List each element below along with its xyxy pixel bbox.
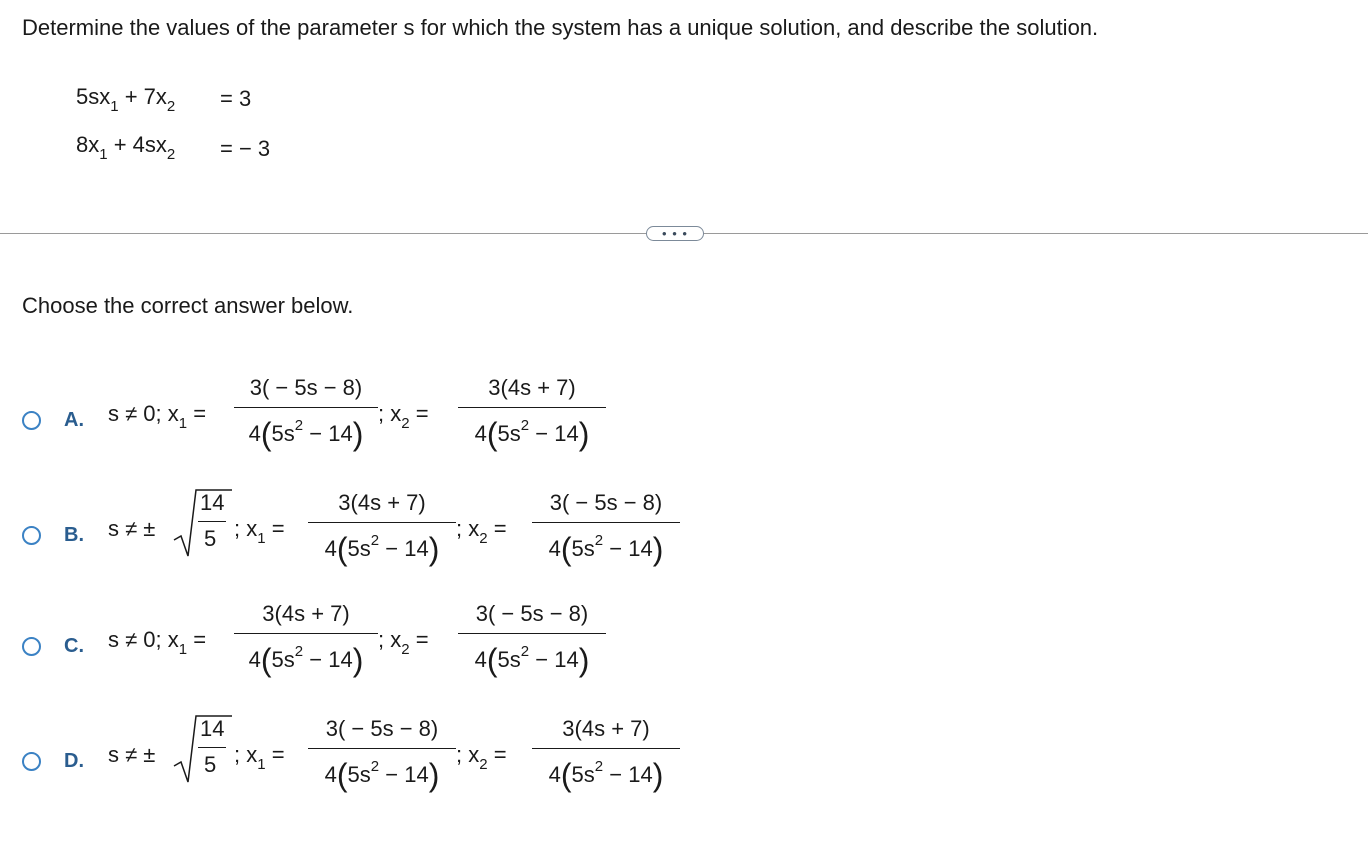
- option-letter: A.: [64, 409, 84, 431]
- fraction-x1: $\frac{3(4s + 7)}{4(5s^2 - 14)}$: [234, 601, 378, 675]
- radio-button[interactable]: [22, 637, 41, 656]
- option-letter: B.: [64, 524, 84, 546]
- equation-1-rhs: = 3: [220, 86, 252, 111]
- fraction-x1: $\frac{3( - 5s - 8)}{4(5s^2 - 14)}$: [234, 375, 378, 449]
- option-d[interactable]: D. s ≠ ± 14 5 ; $x_1$ = $\frac{3( - 5s - 8)}{4(5s^2 - 14)}$ ; $x_2$ = $\frac{3(4s + 7)}{4(5s^2 - 14)}$: [22, 711, 782, 811]
- fraction-x1: $\frac{3(4s + 7)}{4(5s^2 - 14)}$: [308, 490, 456, 564]
- fraction-x2: $\frac{3( - 5s - 8)}{4(5s^2 - 14)}$: [532, 490, 680, 564]
- equation-1: $5sx_1 + 7x_2$: [76, 84, 176, 115]
- radio-button[interactable]: [22, 526, 41, 545]
- condition-text: s ≠ ±: [108, 742, 156, 767]
- condition-text: s ≠ ±: [108, 516, 156, 541]
- sqrt-expression: 14 5: [172, 714, 232, 784]
- option-c[interactable]: C. s ≠ 0; $x_1$ = $\frac{3(4s + 7)}{4(5s^2 - 14)}$ ; $x_2$ = $\frac{3( - 5s - 8)}{4(5s^2 - 14)}$: [22, 596, 782, 696]
- equation-2: $8x_1 + 4sx_2$: [76, 132, 176, 163]
- condition-text: s ≠ 0; x: [108, 627, 179, 652]
- fraction-x2: $\frac{3(4s + 7)}{4(5s^2 - 14)}$: [458, 375, 606, 449]
- radio-button[interactable]: [22, 752, 41, 771]
- condition-text: s ≠ 0; x: [108, 401, 179, 426]
- option-a[interactable]: A. s ≠ 0; $x_1$ = $\frac{3( - 5s - 8)}{4(5s^2 - 14)}$ ; $x_2$ = $\frac{3(4s + 7)}{4(5s^2 - 14)}$: [22, 370, 782, 470]
- option-letter: D.: [64, 750, 84, 772]
- more-options-button[interactable]: • • •: [646, 226, 704, 241]
- option-b[interactable]: B. s ≠ ± 14 5 ; $x_1$ = $\frac{3(4s + 7)}{4(5s^2 - 14)}$ ; $x_2$ = $\frac{3( - 5s - 8)}{4(5s^2 - 14)}$: [22, 485, 782, 585]
- sqrt-expression: 14 5: [172, 488, 232, 558]
- radio-button[interactable]: [22, 411, 41, 430]
- question-text: Determine the values of the parameter s for which the system has a unique solution, and describe the solution.: [22, 15, 1099, 40]
- fraction-x2: $\frac{3(4s + 7)}{4(5s^2 - 14)}$: [532, 716, 680, 790]
- equation-2-rhs: = − 3: [220, 136, 271, 161]
- fraction-x2: $\frac{3( - 5s - 8)}{4(5s^2 - 14)}$: [458, 601, 606, 675]
- prompt-text: Choose the correct answer below.: [22, 293, 354, 318]
- option-letter: C.: [64, 635, 84, 657]
- fraction-x1: $\frac{3( - 5s - 8)}{4(5s^2 - 14)}$: [308, 716, 456, 790]
